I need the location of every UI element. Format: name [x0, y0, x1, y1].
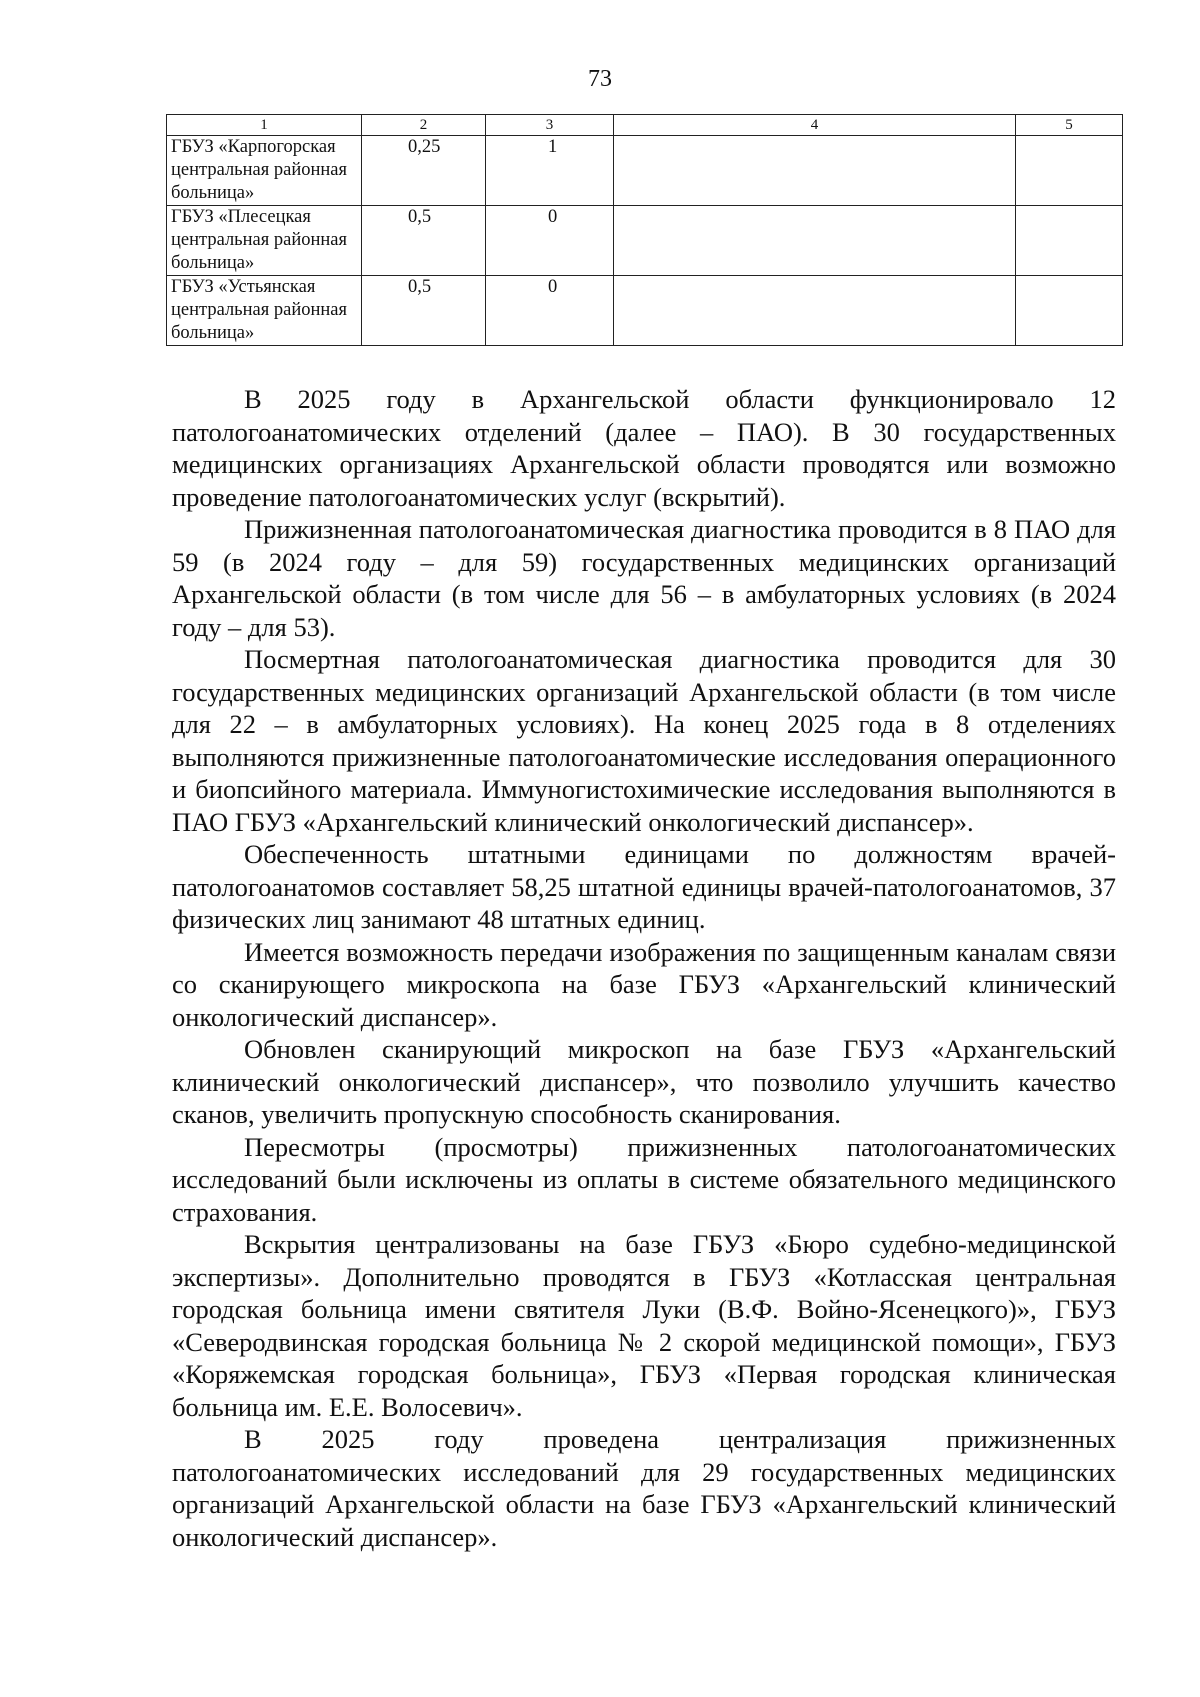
paragraph: В 2025 году в Архангельской области функционировало 12 патологоанатомических отделений (далее – ПАО). В 30 государственных медицинских организациях Архангельской области проводятся или возможно проведение патологоанатомических услуг (вскрытий).: [172, 384, 1116, 512]
table-header-row: [167, 115, 1123, 136]
table-cell-empty: [1016, 136, 1123, 206]
table-cell-organization: ГБУЗ «Устьянская центральная районная больница»: [167, 276, 362, 346]
table-row: [167, 276, 1123, 346]
table-cell-value: 0,25: [362, 136, 486, 206]
table-cell-value: 0: [486, 206, 614, 276]
table-cell-empty: [1016, 206, 1123, 276]
paragraph: Обновлен сканирующий микроскоп на базе ГБУЗ «Архангельский клинический онкологический диспансер», что позволило улучшить качество сканов, увеличить пропускную способность сканирования.: [172, 1034, 1116, 1129]
paragraph: Посмертная патологоанатомическая диагностика проводится для 30 государственных медицинских организаций Архангельской области (в том числе для 22 – в амбулаторных условиях). На конец 2025 года в 8 отделениях выполняются прижизненные патологоанатомические исследования операционного и биопсийного материала. Иммуногистохимические исследования выполняются в ПАО ГБУЗ «Архангельский клинический онкологический диспансер».: [172, 644, 1116, 837]
table-cell-value: 0: [486, 276, 614, 346]
table-row: [167, 206, 1123, 276]
table-cell-value: 1: [486, 136, 614, 206]
table-header-cell: 1: [167, 115, 362, 136]
paragraph: Пересмотры (просмотры) прижизненных патологоанатомических исследований были исключены из оплаты в системе обязательного медицинского страхования.: [172, 1131, 1116, 1227]
table-cell-empty: [614, 276, 1016, 346]
table-cell-empty: [614, 206, 1016, 276]
table-header-cell: 2: [362, 115, 486, 136]
page-number: 73: [588, 66, 612, 92]
paragraph: Вскрытия централизованы на базе ГБУЗ «Бюро судебно-медицинской экспертизы». Дополнительно проводятся в ГБУЗ «Котласская центральная городская больница имени святителя Луки (В.Ф. Войно-Ясенецкого)», ГБУЗ «Северодвинская городская больница № 2 скорой медицинской помощи», ГБУЗ «Коряжемская городская больница», ГБУЗ «Первая городская клиническая больница им. Е.Е. Волосевич».: [172, 1229, 1116, 1422]
paragraph: В 2025 году проведена централизация прижизненных патологоанатомических исследований для 29 государственных медицинских организаций Архангельской области на базе ГБУЗ «Архангельский клинический онкологический диспансер».: [172, 1424, 1116, 1552]
table-header-cell: 4: [614, 115, 1016, 136]
table-cell-empty: [614, 136, 1016, 206]
data-table: [166, 114, 1123, 346]
table-cell-value: 0,5: [362, 206, 486, 276]
table-row: [167, 136, 1123, 206]
table-cell-organization: ГБУЗ «Плесецкая центральная районная больница»: [167, 206, 362, 276]
table-cell-empty: [1016, 276, 1123, 346]
table-cell-value: 0,5: [362, 276, 486, 346]
table-header-cell: 5: [1016, 115, 1123, 136]
body-text: [172, 383, 1116, 1553]
table-cell-organization: ГБУЗ «Карпогорская центральная районная больница»: [167, 136, 362, 206]
paragraph: Обеспеченность штатными единицами по должностям врачей-патологоанатомов составляет 58,25 штатной единицы врачей-патологоанатомов, 37 физических лиц занимают 48 штатных единиц.: [172, 839, 1116, 934]
paragraph: Имеется возможность передачи изображения по защищенным каналам связи со сканирующего микроскопа на базе ГБУЗ «Архангельский клинический онкологический диспансер».: [172, 936, 1116, 1032]
table-header-cell: 3: [486, 115, 614, 136]
paragraph: Прижизненная патологоанатомическая диагностика проводится в 8 ПАО для 59 (в 2024 году – для 59) государственных медицинских организаций Архангельской области (в том числе для 56 – в амбулаторных условиях (в 2024 году – для 53).: [172, 514, 1116, 642]
